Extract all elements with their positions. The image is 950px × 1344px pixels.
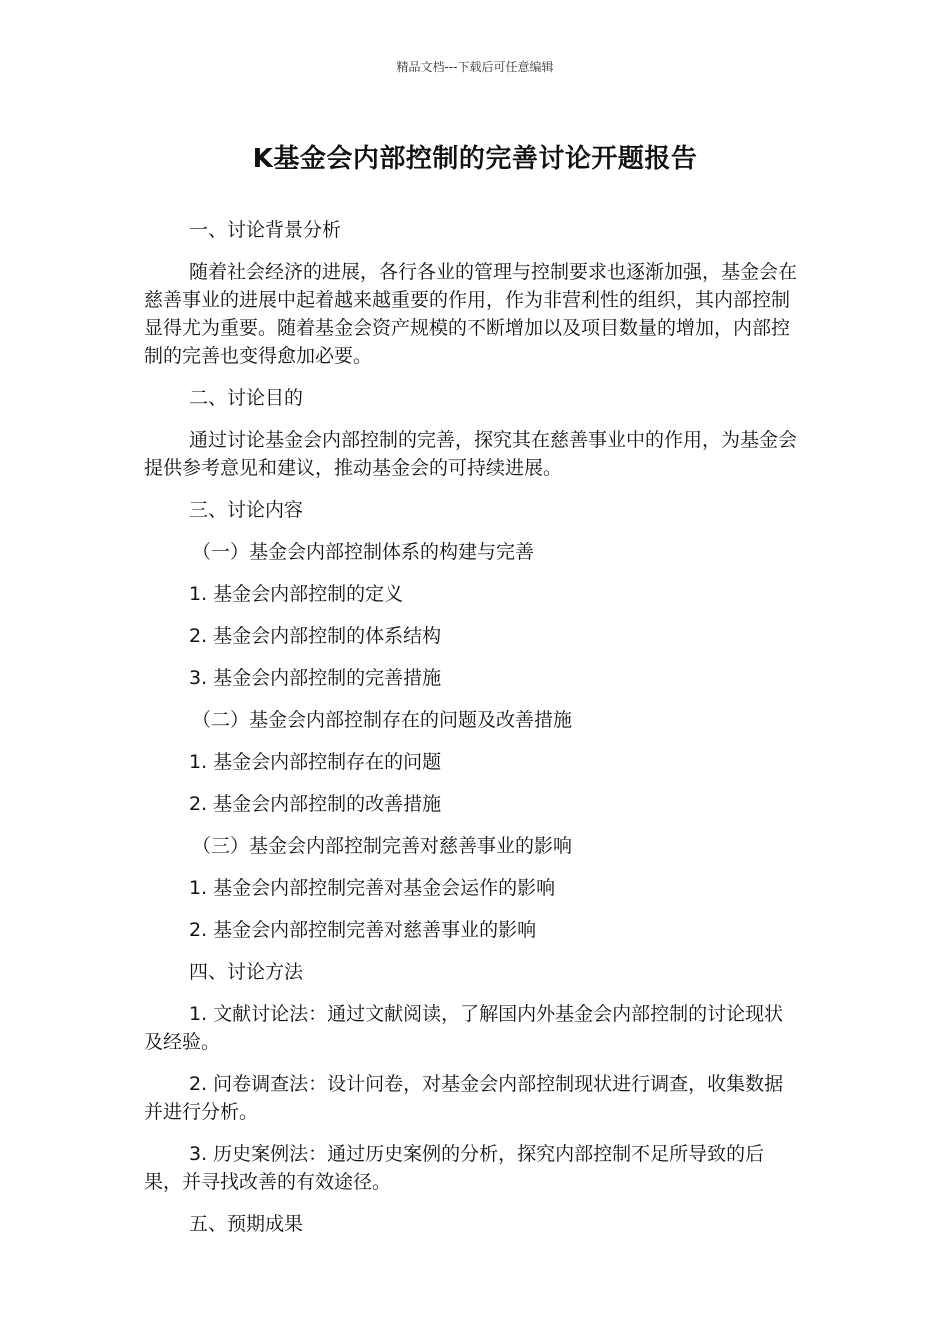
method-item: 2. 问卷调查法：设计问卷，对基金会内部控制现状进行调查，收集数据并进行分析。 <box>144 1073 784 1123</box>
list-item: 1. 基金会内部控制存在的问题 <box>189 751 442 773</box>
document-title: K基金会内部控制的完善讨论开题报告 <box>252 144 698 174</box>
method-item: 1. 文献讨论法：通过文献阅读，了解国内外基金会内部控制的讨论现状及经验。 <box>144 1003 784 1053</box>
page-header: 精品文档---下载后可任意编辑 <box>396 60 554 74</box>
subsection-heading-3: （三）基金会内部控制完善对慈善事业的影响 <box>192 835 573 857</box>
list-item: 2. 基金会内部控制的体系结构 <box>189 625 442 647</box>
paragraph-purpose: 通过讨论基金会内部控制的完善，探究其在慈善事业中的作用，为基金会提供参考意见和建议，推动基金会的可持续进展。 <box>144 429 798 479</box>
section-heading-methods: 四、讨论方法 <box>189 961 304 983</box>
list-item: 1. 基金会内部控制的定义 <box>189 583 404 605</box>
section-heading-background: 一、讨论背景分析 <box>189 219 342 241</box>
section-heading-results: 五、预期成果 <box>189 1213 304 1235</box>
section-heading-purpose: 二、讨论目的 <box>189 387 304 409</box>
section-heading-content: 三、讨论内容 <box>189 499 304 521</box>
list-item: 3. 基金会内部控制的完善措施 <box>189 667 442 689</box>
document-body <box>144 216 800 1252</box>
list-item: 2. 基金会内部控制完善对慈善事业的影响 <box>189 919 537 941</box>
paragraph-background: 随着社会经济的进展，各行各业的管理与控制要求也逐渐加强，基金会在慈善事业的进展中起着越来越重要的作用，作为非营利性的组织，其内部控制显得尤为重要。随着基金会资产规模的不断增加以及项目数量的增加，内部控制的完善也变得愈加必要。 <box>144 261 798 367</box>
method-item: 3. 历史案例法：通过历史案例的分析，探究内部控制不足所导致的后果，并寻找改善的有效途径。 <box>144 1143 765 1193</box>
subsection-heading-1: （一）基金会内部控制体系的构建与完善 <box>192 541 535 563</box>
list-item: 1. 基金会内部控制完善对基金会运作的影响 <box>189 877 556 899</box>
list-item: 2. 基金会内部控制的改善措施 <box>189 793 442 815</box>
subsection-heading-2: （二）基金会内部控制存在的问题及改善措施 <box>192 709 573 731</box>
